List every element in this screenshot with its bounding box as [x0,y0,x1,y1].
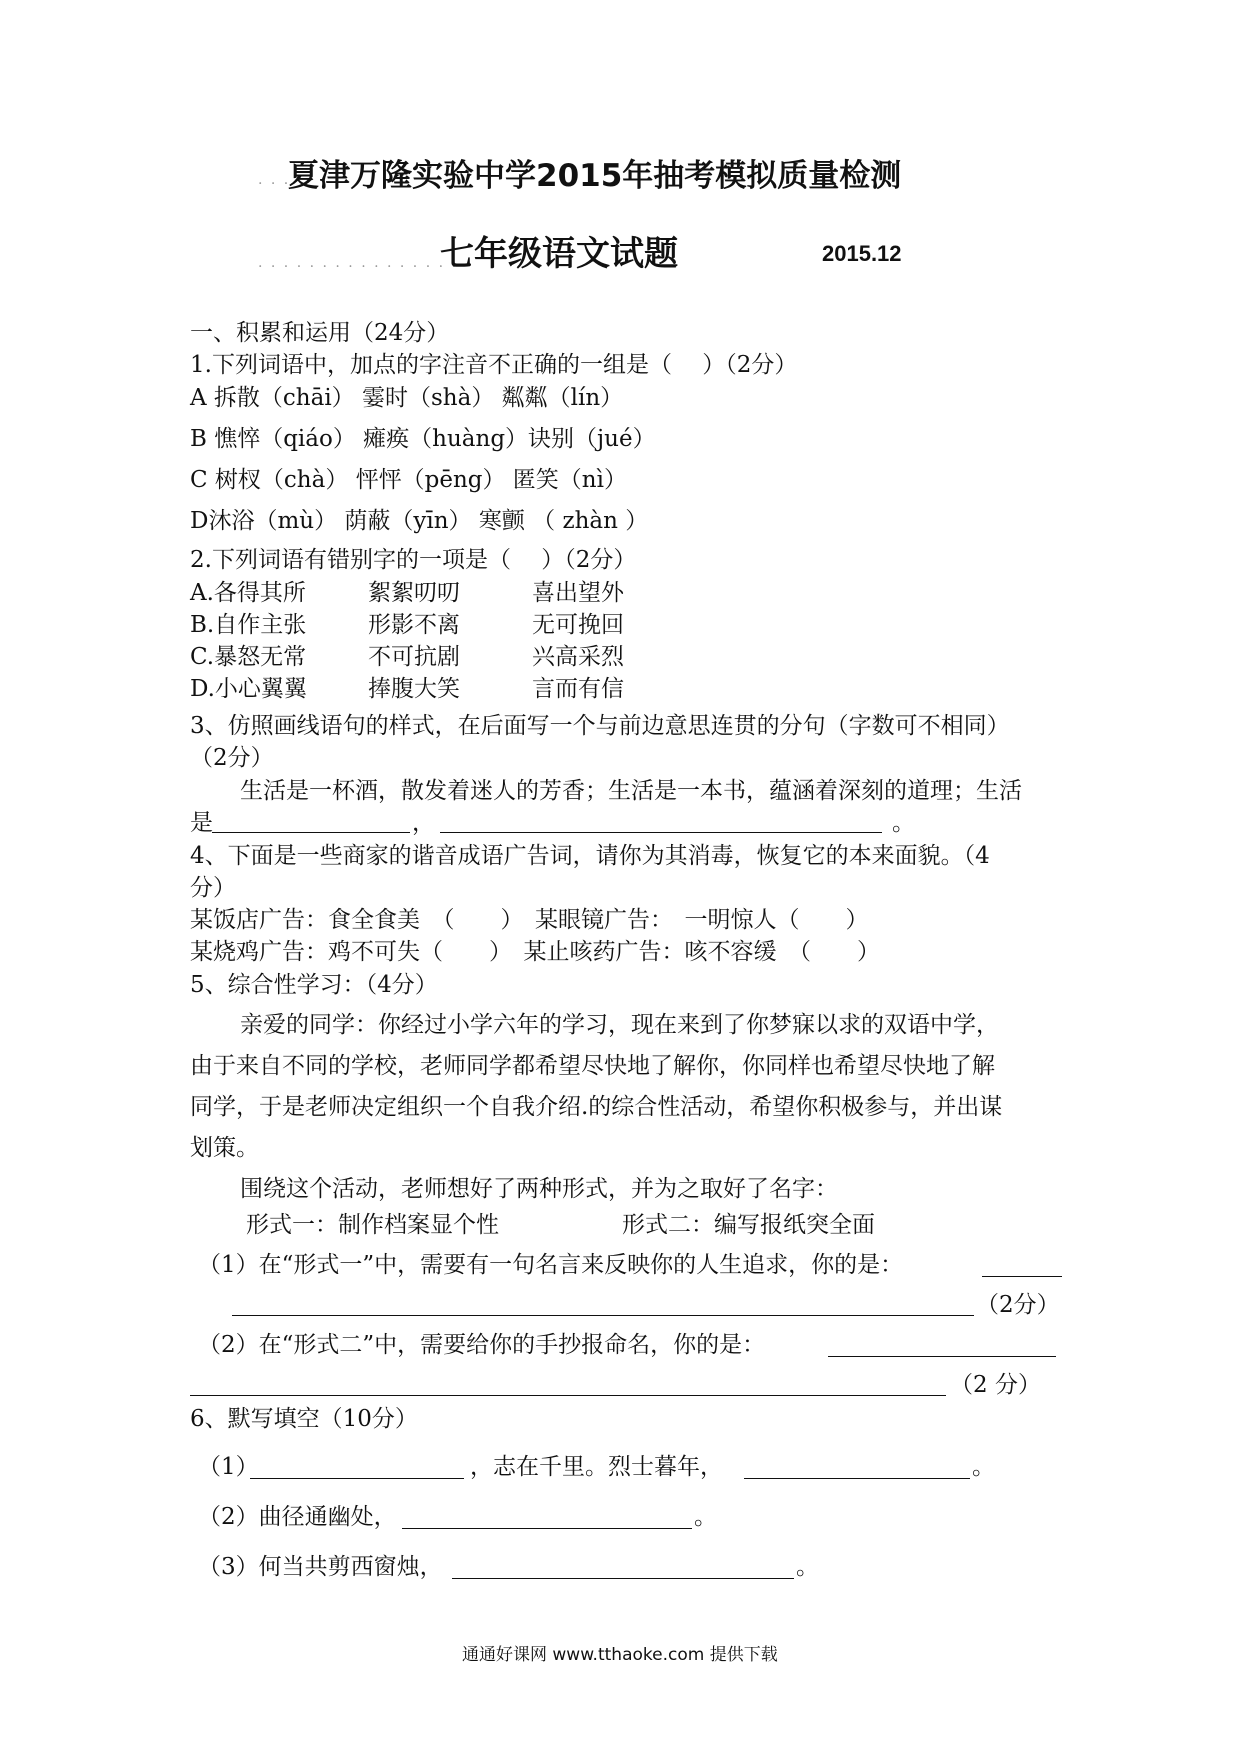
q5-stem: 5、综合性学习：（4分） [190,972,438,998]
q1-option-d: D沐浴（mù） 荫蔽（yīn） 寒颤 （ zhàn ） [190,508,649,534]
q2-row-d-1: D.小心翼翼 [190,676,307,702]
exam-date: 2015.12 [822,241,902,266]
q5-sub2: （2）在“形式二”中，需要给你的手抄报命名，你的是： [198,1332,766,1358]
q2-row-d-2: 捧腹大笑 [368,676,460,702]
q3-points: （2分） [190,745,274,771]
q1-option-b: B 憔悴（qiáo） 瘫痪（huàng）诀别（jué） [190,426,656,452]
q4-stem-line2: 分） [190,875,236,901]
q5-para1-line3: 同学，于是老师决定组织一个自我介绍.的综合性活动，希望你积极参与，并出谋 [190,1094,1003,1120]
q5-sub2-answer-line-a[interactable] [828,1356,1056,1357]
q1-option-c: C 树杈（chà） 怦怦（pēng） 匿笑（nì） [190,467,627,493]
q1-stem: 1.下列词语中，加点的字注音不正确的一组是（ ）（2分） [190,352,798,378]
q2-row-a-2: 絮絮叨叨 [368,580,460,606]
q5-para1-line4: 划策。 [190,1135,259,1161]
q5-para2: 围绕这个活动，老师想好了两种形式，并为之取好了名字： [240,1176,838,1202]
q5-form1: 形式一：制作档案显个性 [246,1212,499,1238]
q5-sub1-answer-line-a[interactable] [982,1276,1062,1277]
q5-sub2-answer-line-b[interactable] [190,1395,946,1396]
q4-row1: 某饭店广告：食全食美 （ ） 某眼镜广告： 一明惊人（ ） [190,907,869,933]
q5-sub1-points: （2分） [976,1292,1060,1318]
q3-answer-line-1[interactable] [212,832,410,833]
q2-row-c-1: C.暴怒无常 [190,644,307,670]
q2-row-b-2: 形影不离 [368,612,460,638]
q6-item1-mid: ，志在千里。烈士暮年， [470,1454,723,1480]
q6-item1-end: 。 [972,1454,995,1480]
q5-sub1: （1）在“形式一”中，需要有一句名言来反映你的人生追求，你的是： [198,1252,904,1278]
q2-row-d-3: 言而有信 [532,676,624,702]
dot-leader: . . . . . . . . . . . . . . . . [258,255,458,271]
q2-row-b-1: B.自作主张 [190,612,307,638]
q6-item3: （3）何当共剪西窗烛， [198,1554,443,1580]
q4-stem-line1: 4、下面是一些商家的谐音成语广告词，请你为其消毒，恢复它的本来面貌。（4 [190,843,990,869]
q2-stem: 2.下列词语有错别字的一项是（ ）（2分） [190,547,637,573]
q6-item1-blank-2[interactable] [744,1478,970,1479]
q5-sub2-points: （2 分） [950,1372,1041,1398]
q3-stem: 3、仿照画线语句的样式，在后面写一个与前边意思连贯的分句（字数可不相同） [190,713,1010,739]
q2-row-c-2: 不可抗剧 [368,644,460,670]
q2-row-a-3: 喜出望外 [532,580,624,606]
q6-stem: 6、默写填空（10分） [190,1406,418,1432]
q3-comma: ， [412,810,435,836]
q5-para1-line2: 由于来自不同的学校，老师同学都希望尽快地了解你，你同样也希望尽快地了解 [190,1053,995,1079]
q5-para1-line1: 亲爱的同学：你经过小学六年的学习，现在来到了你梦寐以求的双语中学， [240,1012,999,1038]
q2-row-c-3: 兴高采烈 [532,644,624,670]
q5-sub1-answer-line-b[interactable] [232,1315,974,1316]
q4-row2: 某烧鸡广告：鸡不可失（ ） 某止咳药广告：咳不容缓 （ ） [190,939,880,965]
q3-period: 。 [892,810,915,836]
q6-item3-blank[interactable] [452,1578,794,1579]
exam-title: 七年级语文试题 [440,234,678,274]
q2-row-a-1: A.各得其所 [190,580,306,606]
q5-form2: 形式二：编写报纸突全面 [622,1212,875,1238]
q2-row-b-3: 无可挽回 [532,612,624,638]
q6-item1-blank-1[interactable] [250,1478,464,1479]
dot-leader: . . . [258,172,291,188]
q6-item2: （2）曲径通幽处， [198,1504,397,1530]
page-footer: 通通好课网 www.tthaoke.com 提供下载 [462,1645,778,1665]
q6-item3-end: 。 [796,1554,819,1580]
q3-answer-line-2[interactable] [440,832,882,833]
q6-item1-num: （1） [198,1454,259,1480]
section-heading: 一、积累和运用（24分） [190,320,450,346]
q1-option-a: A 拆散（chāi） 霎时（shà） 粼粼（lín） [190,385,624,411]
q3-body-start: 是 [190,810,213,836]
q6-item2-blank[interactable] [402,1528,692,1529]
q3-body-line1: 生活是一杯酒，散发着迷人的芳香；生活是一本书，蕴涵着深刻的道理；生活 [240,778,1022,804]
school-title: 夏津万隆实验中学2015年抽考模拟质量检测 [288,158,902,194]
q6-item2-end: 。 [694,1504,717,1530]
